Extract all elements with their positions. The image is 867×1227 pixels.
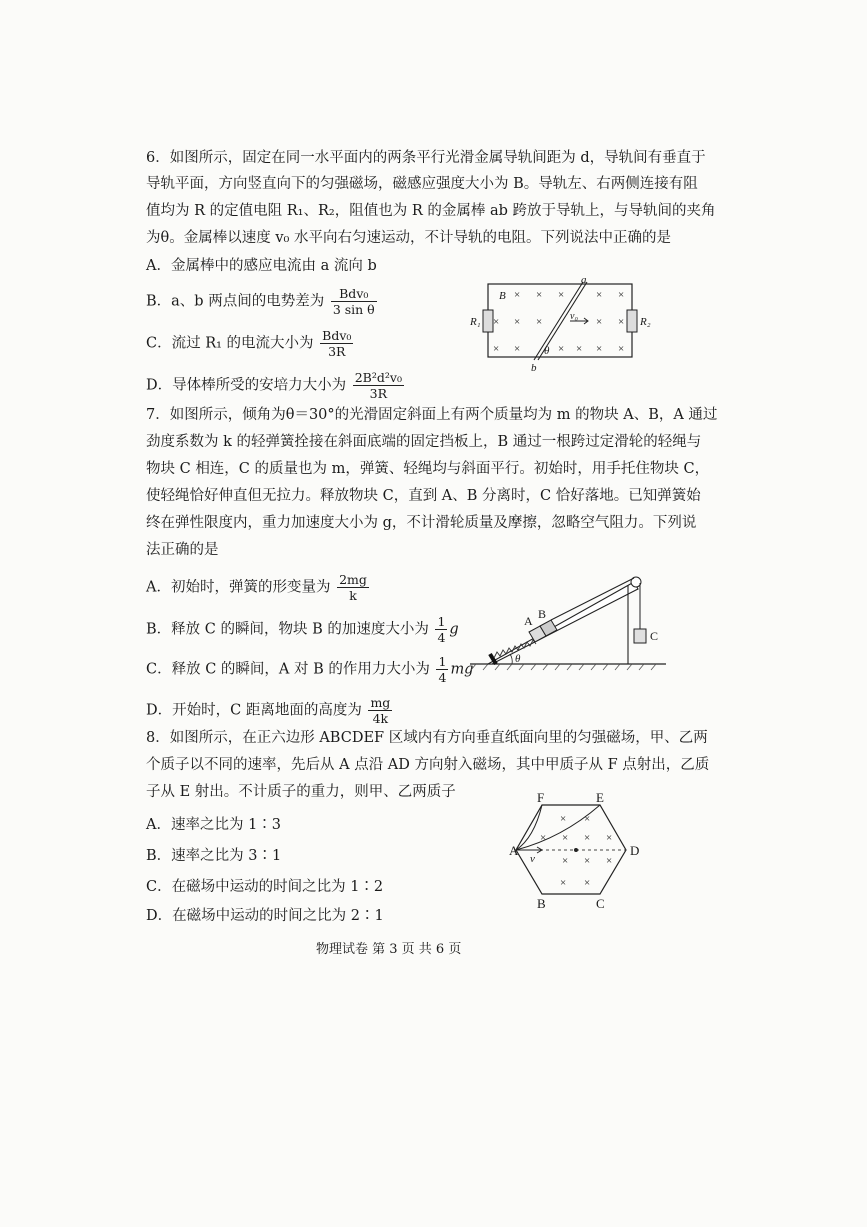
- cross: ×: [493, 316, 500, 328]
- numerator: Bdv₀: [331, 286, 377, 302]
- q6-option-b-fraction: [331, 286, 377, 317]
- q6-option-c-text: C．流过 R₁ 的电流大小为: [146, 335, 314, 352]
- center-dot: [574, 848, 578, 852]
- label-b: B: [537, 896, 546, 911]
- cross: ×: [596, 316, 603, 328]
- q7-incline-diagram: [466, 570, 666, 674]
- q7-option-d: [146, 695, 394, 726]
- label-a: A: [524, 614, 533, 628]
- q8-stem-line-3: 子从 E 射出。不计质子的重力，则甲、乙两质子: [146, 784, 456, 800]
- cross: ×: [514, 289, 521, 301]
- q6-option-d-text: D．导体棒所受的安培力大小为: [146, 377, 347, 394]
- q7-option-b-fraction: [435, 614, 447, 645]
- label-v0: v₀: [570, 311, 578, 322]
- q7-option-c-text: C．释放 C 的瞬间，A 对 B 的作用力大小为: [146, 661, 430, 678]
- q7-option-a: [146, 572, 371, 603]
- page-footer: 物理试卷 第 3 页 共 6 页: [316, 942, 462, 957]
- cross: ×: [540, 832, 547, 844]
- q6-option-c-fraction: [320, 328, 353, 359]
- cross: ×: [584, 877, 591, 889]
- cross: ×: [596, 343, 603, 355]
- denominator: 4: [437, 630, 446, 645]
- q7-stem-line-3: 物块 C 相连，C 的质量也为 m，弹簧、轻绳均与斜面平行。初始时，用手托住物块 C，: [146, 461, 710, 477]
- cross: ×: [514, 316, 521, 328]
- denominator: 4: [438, 670, 447, 685]
- field-crosses: [493, 289, 624, 355]
- q7-stem-line-1: 7．如图所示，倾角为θ＝30°的光滑固定斜面上有两个质量均为 m 的物块 A、B，A 通过: [146, 407, 718, 423]
- q6-stem-line-3: 值均为 R 的定值电阻 R₁、R₂，阻值也为 R 的金属棒 ab 跨放于导轨上，与导轨间的夹角: [146, 203, 716, 219]
- cross: ×: [606, 832, 613, 844]
- label-b: b: [531, 362, 537, 374]
- numerator: 1: [438, 654, 447, 669]
- q6-option-d: [146, 370, 406, 401]
- q7-option-b-text: B．释放 C 的瞬间，物块 B 的加速度大小为: [146, 621, 429, 638]
- cross: ×: [618, 289, 625, 301]
- q7-option-d-text: D．开始时，C 距离地面的高度为: [146, 702, 362, 719]
- denominator: k: [349, 588, 357, 603]
- q8-option-c: C．在磁场中运动的时间之比为 1∶2: [146, 879, 384, 895]
- label-r2: R₂: [640, 316, 651, 328]
- label-theta: θ: [544, 345, 550, 357]
- q7-option-b: [146, 614, 459, 645]
- q7-stem-line-4: 使轻绳恰好伸直但无拉力。释放物块 C，直到 A、B 分离时，C 恰好落地。已知弹簧始: [146, 488, 701, 504]
- q8-option-a: A．速率之比为 1∶3: [146, 817, 282, 833]
- numerator: 2mg: [339, 572, 367, 587]
- cross: ×: [618, 343, 625, 355]
- label-f: F: [537, 790, 545, 805]
- cross: ×: [562, 832, 569, 844]
- q7-option-c-fraction: [436, 654, 448, 685]
- cross: ×: [493, 343, 500, 355]
- label-c: C: [596, 896, 605, 911]
- denominator: 4k: [372, 711, 389, 726]
- ground-hatching: [471, 664, 656, 670]
- q6-option-a: A．金属棒中的感应电流由 a 流向 b: [146, 258, 377, 274]
- q8-stem-line-2: 个质子以不同的速率，先后从 A 点沿 AD 方向射入磁场，其中甲质子从 F 点射出，乙质: [146, 757, 710, 773]
- cross: ×: [536, 289, 543, 301]
- resistor-r2: [627, 310, 637, 332]
- cross: ×: [558, 289, 565, 301]
- q7-option-c: [146, 654, 473, 685]
- denominator: 3 sin θ: [332, 302, 375, 317]
- label-a: a: [581, 274, 587, 286]
- q8-stem-line-1: 8．如图所示，在正六边形 ABCDEF 区域内有方向垂直纸面向里的匀强磁场，甲、乙两: [146, 730, 708, 746]
- numerator: 2B²d²v₀: [354, 370, 402, 385]
- block-c: [634, 629, 646, 643]
- label-a: A: [509, 843, 519, 858]
- cross: ×: [584, 832, 591, 844]
- q6-option-d-fraction: [353, 370, 404, 401]
- q6-stem-line-4: 为θ。金属棒以速度 v₀ 水平向右匀速运动，不计导轨的电阻。下列说法中正确的是: [146, 230, 671, 246]
- cross: ×: [596, 289, 603, 301]
- cross: ×: [536, 316, 543, 328]
- q6-option-b-text: B．a、b 两点间的电势差为: [146, 293, 325, 310]
- q7-option-a-text: A．初始时，弹簧的形变量为: [146, 579, 331, 596]
- numerator: mg: [370, 695, 391, 710]
- cross: ×: [584, 855, 591, 867]
- label-b-field: B: [499, 290, 506, 302]
- numerator: 1: [437, 614, 446, 629]
- q6-option-c: [146, 328, 355, 359]
- resistor-r1: [483, 310, 493, 332]
- cross: ×: [576, 343, 583, 355]
- label-v: v: [530, 853, 535, 865]
- cross: ×: [562, 855, 569, 867]
- q7-option-d-fraction: [368, 695, 392, 726]
- label-d: D: [630, 843, 640, 858]
- denominator: 3R: [328, 344, 346, 359]
- q7-stem-line-6: 法正确的是: [146, 542, 219, 558]
- label-r1: R₁: [470, 316, 481, 328]
- cross: ×: [584, 813, 591, 825]
- cross: ×: [558, 343, 565, 355]
- incline: [488, 582, 638, 664]
- cross: ×: [606, 855, 613, 867]
- denominator: 3R: [369, 386, 388, 401]
- cross: ×: [618, 316, 625, 328]
- q7-stem-line-2: 劲度系数为 k 的轻弹簧拴接在斜面底端的固定挡板上，B 通过一根跨过定滑轮的轻绳与: [146, 434, 702, 450]
- angle-arc: [510, 654, 512, 664]
- q6-option-b: [146, 286, 379, 317]
- q6-rail-diagram: [466, 274, 656, 374]
- label-c: C: [650, 629, 659, 643]
- cross: ×: [560, 877, 567, 889]
- q8-option-b: B．速率之比为 3∶1: [146, 848, 282, 864]
- label-e: E: [596, 790, 604, 805]
- q7-option-c-unit: mg: [450, 661, 474, 678]
- q7-stem-line-5: 终在弹性限度内，重力加速度大小为 g，不计滑轮质量及摩擦，忽略空气阻力。下列说: [146, 515, 697, 531]
- label-theta: θ: [515, 653, 521, 665]
- cross: ×: [514, 343, 521, 355]
- q6-stem-line-1: 6．如图所示，固定在同一水平面内的两条平行光滑金属导轨间距为 d，导轨间有垂直于: [146, 150, 706, 166]
- rope-incline: [551, 578, 634, 620]
- numerator: Bdv₀: [322, 328, 352, 343]
- q7-option-a-fraction: [337, 572, 369, 603]
- cross: ×: [560, 813, 567, 825]
- q8-option-d: D．在磁场中运动的时间之比为 2∶1: [146, 908, 384, 924]
- label-b: B: [538, 607, 547, 621]
- q8-hexagon-diagram: [509, 790, 642, 911]
- q6-stem-line-2: 导轨平面，方向竖直向下的匀强磁场，磁感应强度大小为 B。导轨左、右两侧连接有阻: [146, 176, 698, 192]
- q7-option-b-unit: g: [449, 621, 459, 638]
